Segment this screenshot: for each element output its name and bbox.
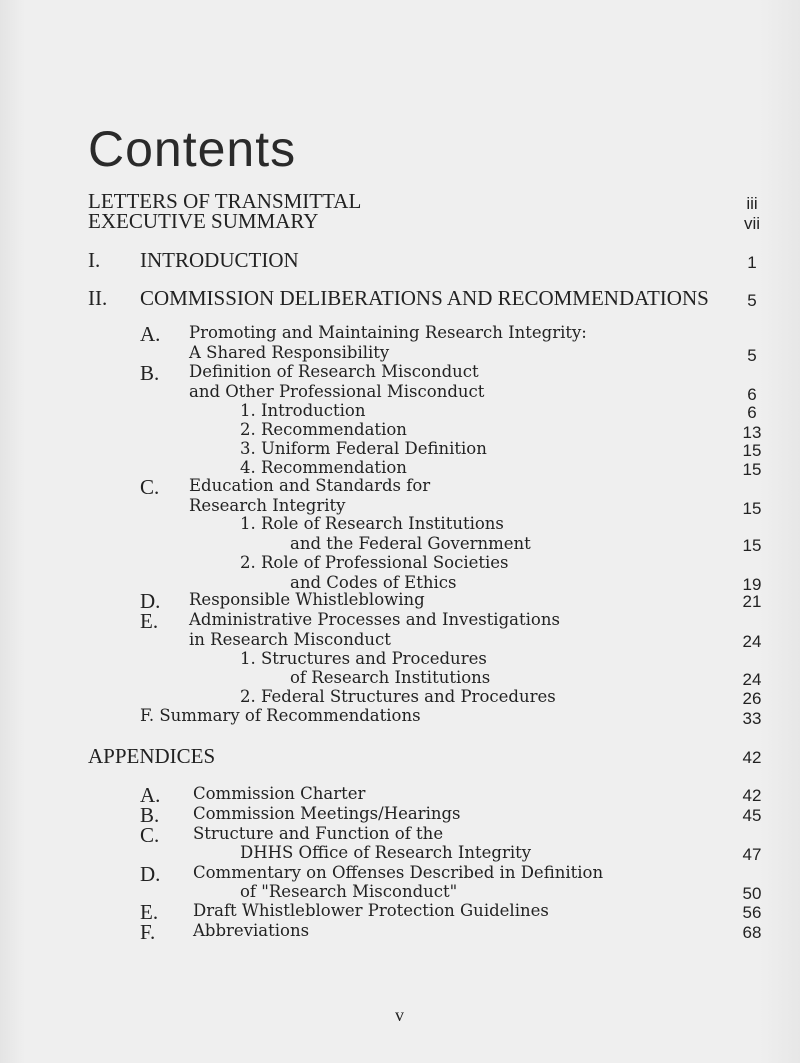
toc-subentry: 2. Federal Structures and Procedures [240,687,556,706]
toc-entry-appendix-d: Commentary on Offenses Described in Definition [193,863,604,882]
toc-entry-introduction: INTRODUCTION [140,248,299,272]
toc-page-letters: iii [746,194,758,213]
toc-page-appendix-d: 50 [742,884,762,903]
section-letter: A. [140,322,161,346]
toc-page-executive-summary: vii [743,214,761,233]
toc-entry-section-b-cont: and Other Professional Misconduct [189,382,485,401]
toc-page-appendix-b: 45 [742,806,762,825]
page-number: v [395,1005,404,1025]
toc-page-appendix-e: 56 [742,903,762,922]
chapter-number: II. [88,286,108,310]
toc-page-appendix-a: 42 [742,786,762,805]
toc-entry-appendix-c-cont: DHHS Office of Research Integrity [240,843,532,862]
toc-page-introduction: 1 [747,253,757,272]
toc-entry-section-a-cont: A Shared Responsibility [189,343,390,362]
appendix-letter: E. [140,900,159,924]
section-letter: C. [140,475,160,499]
toc-subentry: 1. Structures and Procedures [240,649,487,668]
toc-page-subentry: 15 [742,441,762,460]
toc-entry-summary-of-recommendations: F. Summary of Recommendations [140,706,421,725]
toc-page-section-b: 6 [747,385,757,404]
appendix-letter: B. [140,803,160,827]
toc-entry-commission-deliberations: COMMISSION DELIBERATIONS AND RECOMMENDATIONS [140,286,709,310]
toc-entry-section-b: Definition of Research Misconduct [189,362,479,381]
toc-entry-section-d: Responsible Whistleblowing [189,590,425,609]
toc-page-subentry: 6 [747,403,757,422]
section-letter: B. [140,361,160,385]
toc-entry-appendix-c: Structure and Function of the [193,824,444,843]
toc-page-summary-of-recommendations: 33 [742,709,762,728]
toc-subentry: 2. Recommendation [240,420,407,439]
toc-entry-appendix-e: Draft Whistleblower Protection Guidelines [193,901,549,920]
toc-page-section-a: 5 [747,346,757,365]
toc-page-section-e: 24 [742,632,762,651]
toc-entry-letters: LETTERS OF TRANSMITTAL [88,189,362,213]
toc-page-subentry: 19 [742,575,762,594]
section-letter: D. [140,589,161,613]
toc-entry-section-e-cont: in Research Misconduct [189,630,391,649]
appendix-letter: A. [140,783,161,807]
toc-subentry-cont: and Codes of Ethics [290,573,457,592]
toc-subentry: 2. Role of Professional Societies [240,553,509,572]
toc-subentry: 1. Introduction [240,401,366,420]
toc-subentry: 1. Role of Research Institutions [240,514,504,533]
toc-page-section-d: 21 [742,592,762,611]
appendix-letter: C. [140,823,160,847]
toc-page-subentry: 13 [742,423,762,442]
toc-page-appendix-c: 47 [742,845,762,864]
toc-page-appendix-f: 68 [742,923,762,942]
toc-page-commission-deliberations: 5 [747,291,757,310]
toc-page-section-c: 15 [742,499,762,518]
toc-entry-executive-summary: EXECUTIVE SUMMARY [88,209,319,233]
toc-entry-appendix-a: Commission Charter [193,784,366,803]
toc-subentry-cont: of Research Institutions [290,668,491,687]
chapter-number: I. [88,248,101,272]
toc-entry-section-a: Promoting and Maintaining Research Integrity: [189,323,587,342]
toc-entry-section-e: Administrative Processes and Investigations [189,610,560,629]
appendix-letter: F. [140,920,156,944]
toc-page-subentry: 26 [742,689,762,708]
toc-entry-appendix-d-cont: of "Research Misconduct" [240,882,458,901]
toc-page-subentry: 15 [742,536,762,555]
toc-subentry: 4. Recommendation [240,458,407,477]
toc-entry-appendices: APPENDICES [88,744,216,768]
toc-entry-section-c-cont: Research Integrity [189,496,346,515]
toc-entry-appendix-b: Commission Meetings/Hearings [193,804,461,823]
page-title: Contents [88,121,297,177]
toc-subentry-cont: and the Federal Government [290,534,531,553]
section-letter: E. [140,609,159,633]
toc-page-appendices: 42 [742,748,762,767]
toc-entry-appendix-f: Abbreviations [193,921,310,940]
toc-entry-section-c: Education and Standards for [189,476,431,495]
toc-page-subentry: 24 [742,670,762,689]
appendix-letter: D. [140,862,161,886]
toc-page-subentry: 15 [742,460,762,479]
toc-subentry: 3. Uniform Federal Definition [240,439,487,458]
